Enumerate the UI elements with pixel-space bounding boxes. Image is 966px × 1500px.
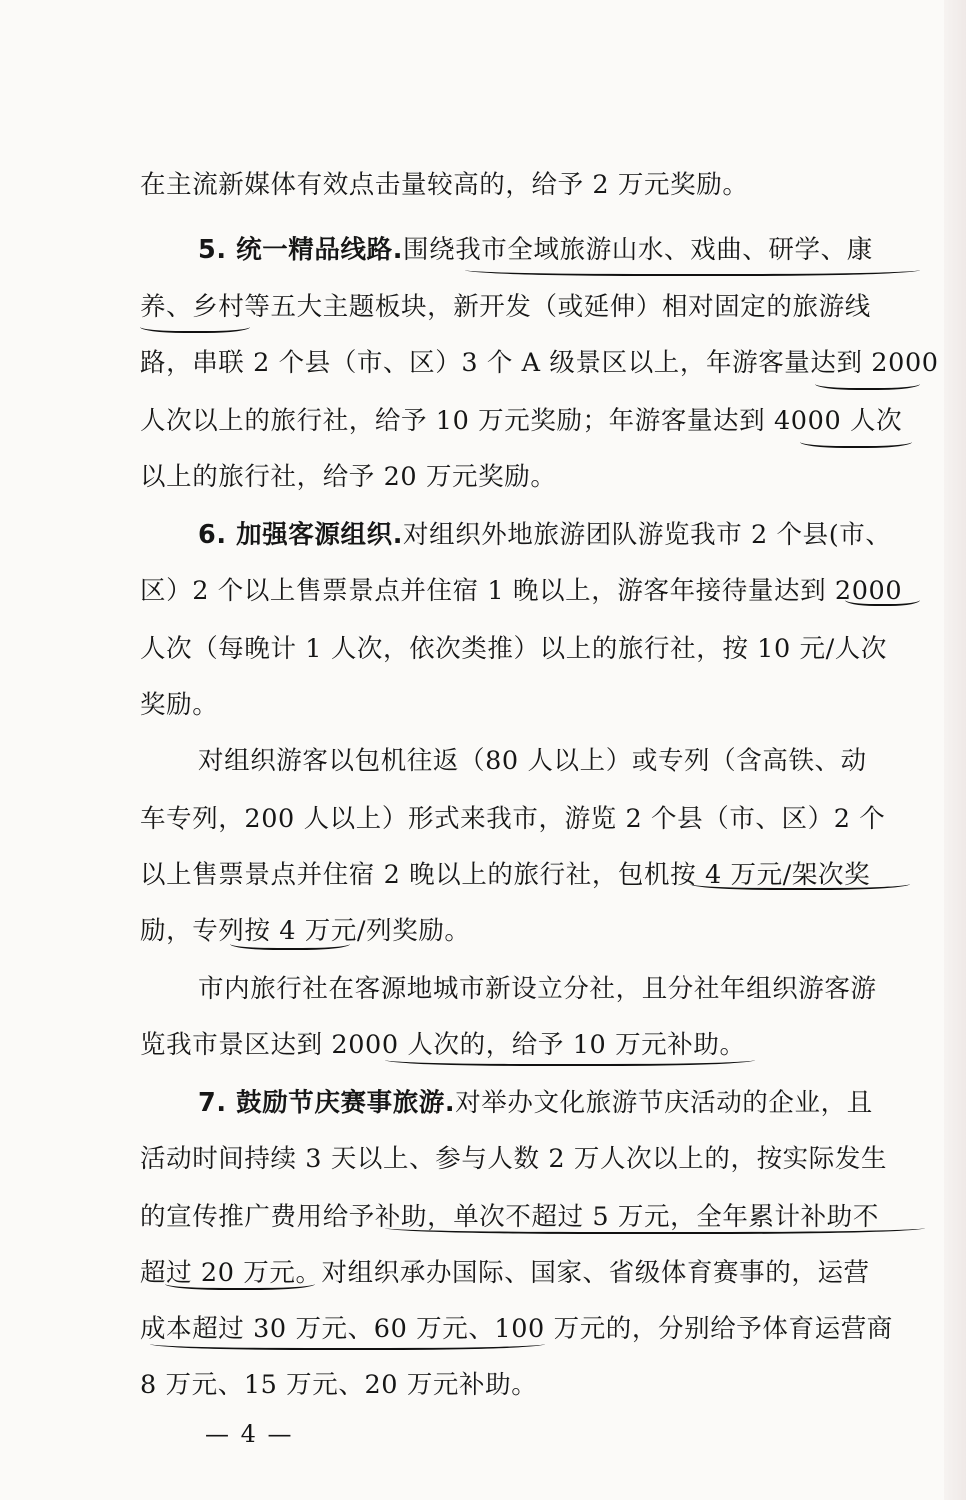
paragraph-line: 超过 20 万元。对组织承办国际、国家、省级体育赛事的，运营: [140, 1258, 870, 1288]
paragraph-line: 励，专列按 4 万元/列奖励。: [140, 916, 471, 946]
paragraph-line: [140, 1086, 966, 1120]
paragraph-line: 成本超过 30 万元、60 万元、100 万元的，分别给予体育运营商: [140, 1314, 893, 1344]
handwritten-underline: [465, 268, 920, 276]
paragraph-line: 活动时间持续 3 天以上、参与人数 2 万人次以上的，按实际发生: [140, 1144, 888, 1174]
paragraph-text: 对举办文化旅游节庆活动的企业，且: [455, 1088, 873, 1118]
paragraph-line: 养、乡村等五大主题板块，新开发（或延伸）相对固定的旅游线: [140, 292, 871, 322]
paragraph-line: 人次（每晚计 1 人次，依次类推）以上的旅行社，按 10 元/人次: [140, 634, 887, 664]
paragraph-line: 的宣传推广费用给予补助，单次不超过 5 万元，全年累计补助不: [140, 1202, 879, 1232]
page-number: — 4 —: [205, 1420, 294, 1448]
paragraph-line: 览我市景区达到 2000 人次的，给予 10 万元补助。: [140, 1030, 746, 1060]
paragraph-line: [140, 518, 966, 552]
paragraph-line: [140, 233, 966, 267]
paragraph-text: 围绕我市全域旅游山水、戏曲、研学、康: [403, 235, 873, 265]
paragraph-line: 以上售票景点并住宿 2 晚以上的旅行社，包机按 4 万元/架次奖: [140, 860, 871, 890]
paragraph-line: 奖励。: [140, 690, 219, 720]
paragraph-line: 对组织游客以包机往返（80 人以上）或专列（含高铁、动: [198, 746, 867, 776]
section-heading-6: 6. 加强客源组织.: [198, 520, 403, 550]
section-heading-7: 7. 鼓励节庆赛事旅游.: [198, 1088, 456, 1118]
handwritten-underline: [690, 880, 910, 890]
handwritten-underline: [150, 1340, 545, 1350]
handwritten-underline: [815, 382, 920, 390]
paragraph-line: 8 万元、15 万元、20 万元补助。: [140, 1370, 538, 1400]
paragraph-line: 区）2 个以上售票景点并住宿 1 晚以上，游客年接待量达到 2000: [140, 576, 903, 606]
handwritten-underline: [800, 440, 912, 448]
paragraph-text: 对组织外地旅游团队游览我市 2 个县(市、: [403, 520, 892, 550]
paragraph-line: 以上的旅行社，给予 20 万元奖励。: [140, 462, 557, 492]
paragraph-line: 车专列，200 人以上）形式来我市，游览 2 个县（市、区）2 个: [140, 804, 886, 834]
handwritten-underline: [385, 1058, 755, 1066]
handwritten-underline: [845, 596, 920, 606]
paragraph-line: 人次以上的旅行社，给予 10 万元奖励；年游客量达到 4000 人次: [140, 406, 903, 436]
paragraph-line: 在主流新媒体有效点击量较高的，给予 2 万元奖励。: [140, 170, 749, 200]
handwritten-underline: [230, 940, 350, 950]
handwritten-underline: [140, 325, 250, 333]
paragraph-line: 市内旅行社在客源地城市新设立分社，且分社年组织游客游: [198, 974, 877, 1004]
section-heading-5: 5. 统一精品线路.: [198, 235, 403, 265]
paragraph-line: 路，串联 2 个县（市、区）3 个 A 级景区以上，年游客量达到 2000: [140, 348, 939, 378]
